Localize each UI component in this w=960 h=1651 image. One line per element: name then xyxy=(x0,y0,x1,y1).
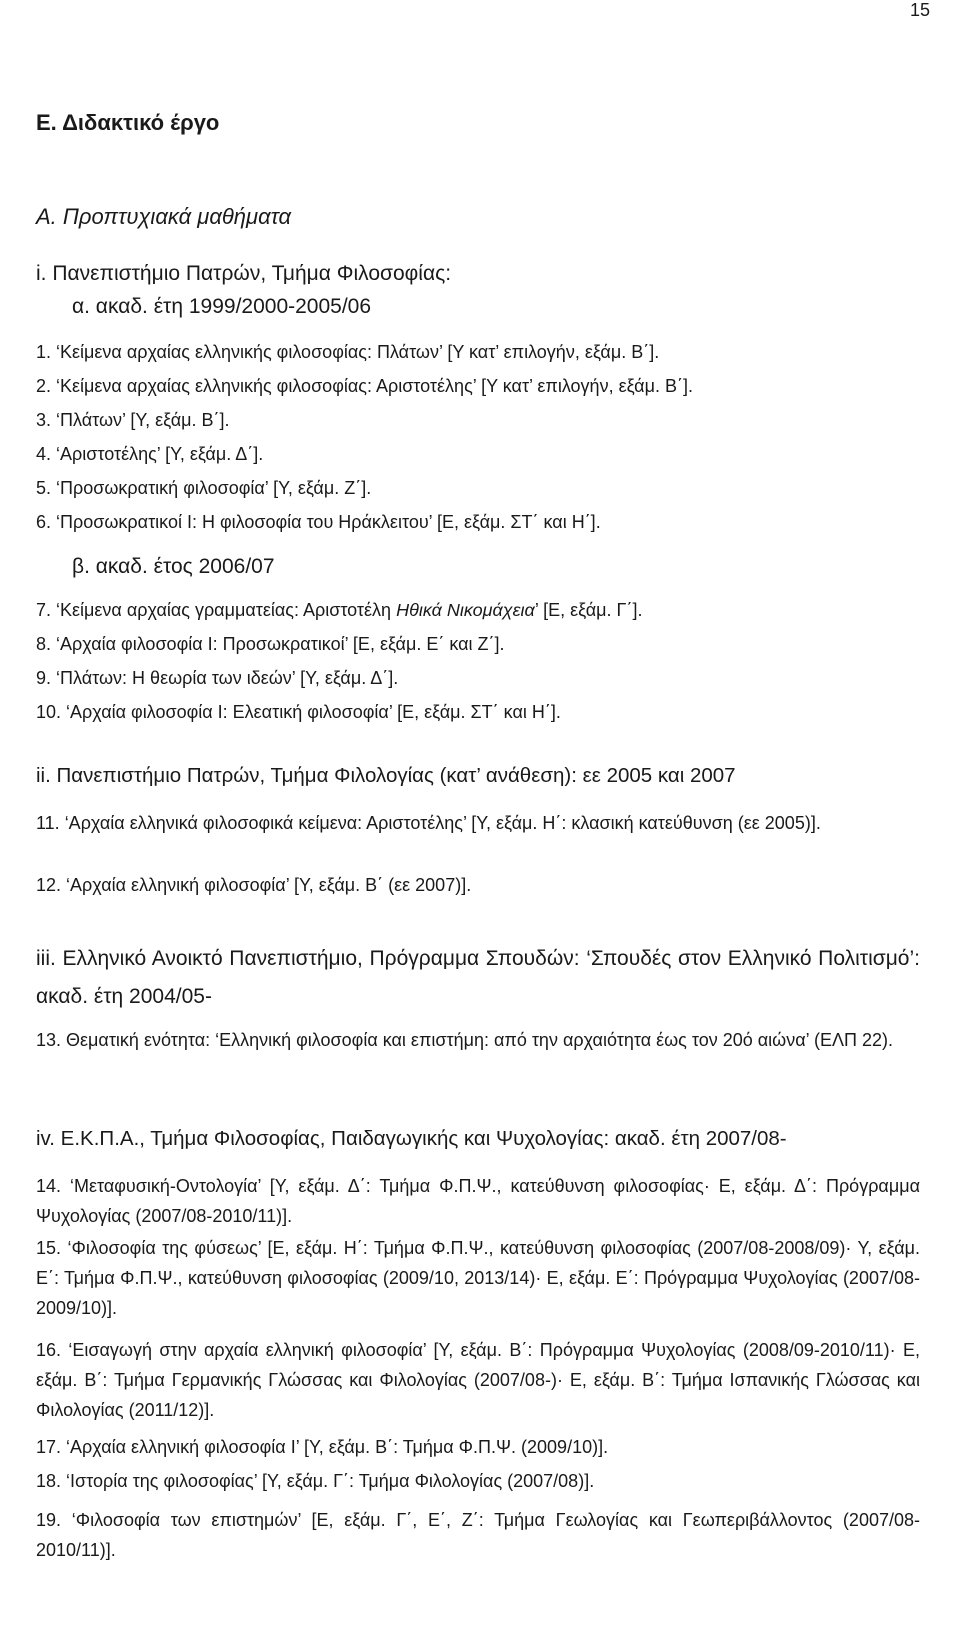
list-item: 12. ‘Αρχαία ελληνική φιλοσοφία’ [Υ, εξάμ. Β΄ (εε 2007)]. xyxy=(36,875,472,895)
item-title-italic: Ηθικά Νικομάχεια xyxy=(396,600,535,620)
block-heading-ekpa: iv. Ε.Κ.Π.Α., Τμήμα Φιλοσοφίας, Παιδαγωγικής και Ψυχολογίας: ακαδ. έτη 2007/08- xyxy=(36,1127,787,1150)
list-item: 5. ‘Προσωκρατική φιλοσοφία’ [Υ, εξάμ. Ζ΄]. xyxy=(36,478,372,498)
item-text: 7. ‘Κείμενα αρχαίας γραμματείας: Αριστοτέλη xyxy=(36,600,397,620)
list-item: 1. ‘Κείμενα αρχαίας ελληνικής φιλοσοφίας: Πλάτων’ [Υ κατ’ επιλογήν, εξάμ. Β΄]. xyxy=(36,342,660,362)
list-item: 8. ‘Αρχαία φιλοσοφία Ι: Προσωκρατικοί’ [Ε, εξάμ. Ε΄ και Ζ΄]. xyxy=(36,634,505,654)
page-number: 15 xyxy=(909,0,930,20)
block-heading-patras-philology: ii. Πανεπιστήμιο Πατρών, Τμήμα Φιλολογίας (κατ’ ανάθεση): εε 2005 και 2007 xyxy=(36,764,736,787)
list-item: 11. ‘Αρχαία ελληνικά φιλοσοφικά κείμενα: Αριστοτέλης’ [Υ, εξάμ. Η΄: κλασική κατεύθυνση (εε 2005)]. xyxy=(36,813,821,833)
list-item: 14. ‘Μεταφυσική-Οντολογία’ [Υ, εξάμ. Δ΄: Τμήμα Φ.Π.Ψ., κατεύθυνση φιλοσοφίας· Ε, εξάμ. Δ΄: Πρόγραμμα Ψυχολογίας (2007/08-2010/11)]. xyxy=(36,1176,920,1226)
year-heading: α. ακαδ. έτη 1999/2000-2005/06 xyxy=(72,295,372,318)
year-heading: β. ακαδ. έτος 2006/07 xyxy=(72,555,275,578)
list-item: 10. ‘Αρχαία φιλοσοφία Ι: Ελεατική φιλοσοφία’ [Ε, εξάμ. ΣΤ΄ και Η΄]. xyxy=(36,702,561,722)
list-item: 2. ‘Κείμενα αρχαίας ελληνικής φιλοσοφίας: Αριστοτέλης’ [Υ κατ’ επιλογήν, εξάμ. Β΄]. xyxy=(36,376,693,396)
list-item: 16. ‘Εισαγωγή στην αρχαία ελληνική φιλοσοφία’ [Υ, εξάμ. Β΄: Πρόγραμμα Ψυχολογίας (2008/09-2010/11)· Ε, εξάμ. Β΄: Τμήμα Γερμανικής Γλώσσας και Φιλολογίας (2007/08-)· Ε, εξάμ. Β΄: Τμήμα Ισπανικής Γλώσσας και Φιλολογίας (2011/12)]. xyxy=(36,1340,920,1420)
list-item: 18. ‘Ιστορία της φιλοσοφίας’ [Υ, εξάμ. Γ΄: Τμήμα Φιλολογίας (2007/08)]. xyxy=(36,1471,595,1491)
list-item xyxy=(36,600,642,621)
item-text: ’ [Ε, εξάμ. Γ΄]. xyxy=(534,600,643,620)
list-item: 17. ‘Αρχαία ελληνική φιλοσοφία Ι’ [Υ, εξάμ. Β΄: Τμήμα Φ.Π.Ψ. (2009/10)]. xyxy=(36,1437,609,1457)
list-item: 9. ‘Πλάτων: Η θεωρία των ιδεών’ [Υ, εξάμ. Δ΄]. xyxy=(36,668,399,688)
list-item: 4. ‘Αριστοτέλης’ [Υ, εξάμ. Δ΄]. xyxy=(36,444,264,464)
list-item: 15. ‘Φιλοσοφία της φύσεως’ [Ε, εξάμ. Η΄: Τμήμα Φ.Π.Ψ., κατεύθυνση φιλοσοφίας (2007/08-2008/09)· Υ, εξάμ. Ε΄: Τμήμα Φ.Π.Ψ., κατεύθυνση φιλοσοφίας (2009/10, 2013/14)· Ε, εξάμ. Ε΄: Πρόγραμμα Ψυχολογίας (2007/08-2009/10)]. xyxy=(36,1238,920,1318)
list-item: 3. ‘Πλάτων’ [Υ, εξάμ. Β΄]. xyxy=(36,410,230,430)
block-heading-eap: iii. Ελληνικό Ανοικτό Πανεπιστήμιο, Πρόγραμμα Σπουδών: ‘Σπουδές στον Ελληνικό Πολιτισμό’: ακαδ. έτη 2004/05- xyxy=(36,947,920,1008)
subsection-title: Α. Προπτυχιακά μαθήματα xyxy=(36,204,292,229)
section-title: Ε. Διδακτικό έργο xyxy=(36,110,220,135)
block-heading-patras-philosophy: i. Πανεπιστήμιο Πατρών, Τμήμα Φιλοσοφίας: xyxy=(36,262,452,285)
list-item: 19. ‘Φιλοσοφία των επιστημών’ [Ε, εξάμ. Γ΄, Ε΄, Ζ΄: Τμήμα Γεωλογίας και Γεωπεριβάλλοντος (2007/08-2010/11)]. xyxy=(36,1510,920,1560)
list-item: 13. Θεματική ενότητα: ‘Ελληνική φιλοσοφία και επιστήμη: από την αρχαιότητα έως τον 20ό αιώνα’ (ΕΛΠ 22). xyxy=(36,1030,893,1050)
list-item: 6. ‘Προσωκρατικοί Ι: Η φιλοσοφία του Ηράκλειτου’ [Ε, εξάμ. ΣΤ΄ και Η΄]. xyxy=(36,512,601,532)
